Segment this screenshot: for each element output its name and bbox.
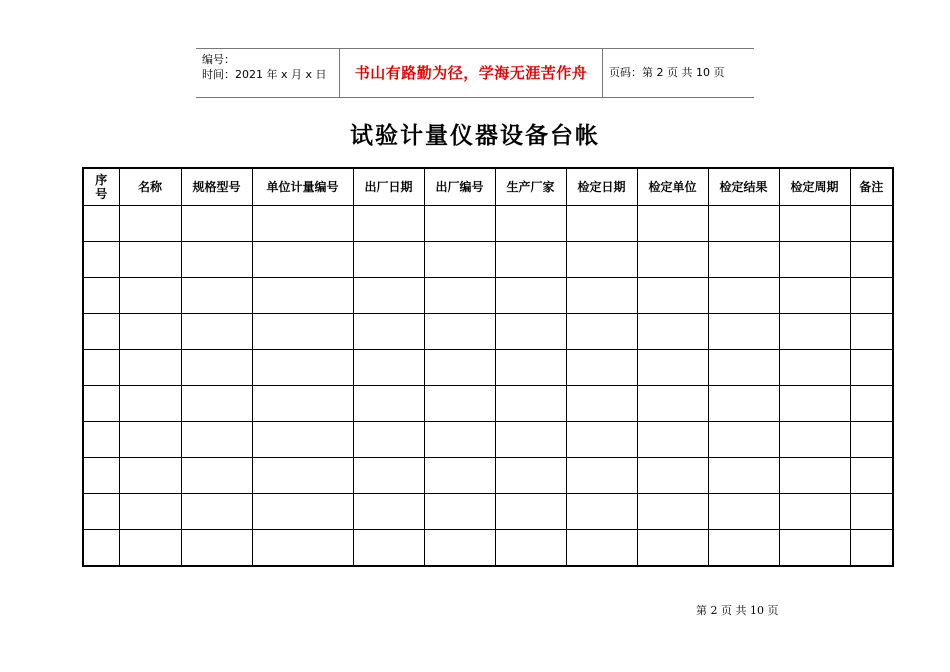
table-cell[interactable] [850, 422, 893, 458]
table-cell[interactable] [252, 386, 353, 422]
table-cell[interactable] [353, 350, 424, 386]
table-row [83, 422, 893, 458]
table-cell[interactable] [181, 494, 252, 530]
table-row [83, 530, 893, 567]
table-cell[interactable] [424, 278, 495, 314]
table-cell[interactable] [779, 206, 850, 242]
table-cell[interactable] [83, 206, 119, 242]
table-cell[interactable] [119, 206, 181, 242]
table-cell[interactable] [566, 422, 637, 458]
table-cell[interactable] [119, 422, 181, 458]
table-cell[interactable] [424, 206, 495, 242]
table-cell[interactable] [495, 242, 566, 278]
table-cell[interactable] [353, 314, 424, 350]
table-cell[interactable] [252, 206, 353, 242]
table-cell[interactable] [850, 242, 893, 278]
table-row [83, 206, 893, 242]
table-cell[interactable] [83, 458, 119, 494]
document-title: 试验计量仪器设备台帐 [350, 122, 600, 149]
table-row [83, 350, 893, 386]
table-cell[interactable] [181, 278, 252, 314]
table-cell[interactable] [850, 278, 893, 314]
table-cell[interactable] [119, 350, 181, 386]
table-cell[interactable] [83, 242, 119, 278]
table-cell[interactable] [708, 422, 779, 458]
table-cell[interactable] [708, 314, 779, 350]
table-cell[interactable] [779, 494, 850, 530]
table-cell[interactable] [495, 278, 566, 314]
table-cell[interactable] [850, 458, 893, 494]
table-cell[interactable] [83, 422, 119, 458]
table-row [83, 458, 893, 494]
table-cell[interactable] [353, 422, 424, 458]
table-cell[interactable] [353, 278, 424, 314]
table-cell[interactable] [637, 206, 708, 242]
table-cell[interactable] [119, 386, 181, 422]
document-number-label: 编号： [202, 53, 235, 66]
table-cell[interactable] [779, 530, 850, 567]
footer-page-number: 第 2 页 共 10 页 [696, 604, 779, 617]
table-cell[interactable] [495, 314, 566, 350]
table-cell[interactable] [353, 530, 424, 567]
column-header-calibration-unit: 检定单位 [637, 168, 708, 206]
table-cell[interactable] [708, 278, 779, 314]
table-cell[interactable] [850, 494, 893, 530]
table-cell[interactable] [424, 314, 495, 350]
table-cell[interactable] [708, 386, 779, 422]
table-cell[interactable] [566, 350, 637, 386]
header-page-number: 页码：第 2 页 共 10 页 [609, 66, 725, 79]
table-cell[interactable] [83, 350, 119, 386]
table-cell[interactable] [119, 458, 181, 494]
table-cell[interactable] [637, 386, 708, 422]
table-cell[interactable] [708, 530, 779, 567]
table-cell[interactable] [708, 242, 779, 278]
table-cell[interactable] [252, 314, 353, 350]
table-cell[interactable] [708, 350, 779, 386]
table-cell[interactable] [252, 422, 353, 458]
table-cell[interactable] [353, 386, 424, 422]
table-cell[interactable] [424, 422, 495, 458]
table-cell[interactable] [181, 386, 252, 422]
header-motto: 书山有路勤为径，学海无涯苦作舟 [354, 64, 588, 82]
table-cell[interactable] [252, 458, 353, 494]
column-header-remarks: 备注 [850, 168, 893, 206]
table-cell[interactable] [495, 386, 566, 422]
table-cell[interactable] [850, 386, 893, 422]
table-cell[interactable] [566, 386, 637, 422]
table-cell[interactable] [637, 422, 708, 458]
table-cell[interactable] [708, 458, 779, 494]
table-cell[interactable] [495, 350, 566, 386]
table-cell[interactable] [424, 350, 495, 386]
column-header-name: 名称 [119, 168, 181, 206]
table-row [83, 242, 893, 278]
table-cell[interactable] [637, 278, 708, 314]
table-cell[interactable] [424, 458, 495, 494]
table-cell[interactable] [637, 494, 708, 530]
table-cell[interactable] [779, 422, 850, 458]
table-cell[interactable] [850, 206, 893, 242]
table-cell[interactable] [566, 206, 637, 242]
table-cell[interactable] [424, 242, 495, 278]
table-cell[interactable] [424, 386, 495, 422]
table-cell[interactable] [181, 530, 252, 567]
table-cell[interactable] [353, 242, 424, 278]
table-cell[interactable] [637, 314, 708, 350]
table-cell[interactable] [850, 350, 893, 386]
equipment-ledger-table [82, 167, 894, 567]
table-cell[interactable] [779, 242, 850, 278]
table-cell[interactable] [637, 242, 708, 278]
table-cell[interactable] [252, 278, 353, 314]
table-cell[interactable] [566, 278, 637, 314]
table-cell[interactable] [637, 530, 708, 567]
table-cell[interactable] [83, 494, 119, 530]
table-cell[interactable] [424, 530, 495, 567]
table-cell[interactable] [83, 314, 119, 350]
table-cell[interactable] [779, 314, 850, 350]
table-cell[interactable] [119, 242, 181, 278]
table-cell[interactable] [779, 458, 850, 494]
table-row [83, 278, 893, 314]
table-header-row [83, 168, 893, 206]
column-header-model: 规格型号 [181, 168, 252, 206]
header-divider [602, 49, 603, 97]
table-cell[interactable] [83, 530, 119, 567]
document-header [196, 48, 754, 98]
table-body [83, 206, 893, 567]
table-cell[interactable] [181, 458, 252, 494]
table-cell[interactable] [181, 350, 252, 386]
table-cell[interactable] [495, 206, 566, 242]
table-cell[interactable] [83, 278, 119, 314]
column-header-manufacture-date: 出厂日期 [353, 168, 424, 206]
table-cell[interactable] [181, 314, 252, 350]
table-cell[interactable] [353, 494, 424, 530]
table-row [83, 386, 893, 422]
table-cell[interactable] [119, 494, 181, 530]
table-row [83, 314, 893, 350]
table-cell[interactable] [779, 386, 850, 422]
table-cell[interactable] [252, 530, 353, 567]
table-cell[interactable] [779, 278, 850, 314]
table-cell[interactable] [637, 458, 708, 494]
table-cell[interactable] [252, 494, 353, 530]
table-cell[interactable] [252, 242, 353, 278]
table-cell[interactable] [495, 458, 566, 494]
table-cell[interactable] [119, 530, 181, 567]
table-cell[interactable] [495, 494, 566, 530]
table-cell[interactable] [495, 530, 566, 567]
table-cell[interactable] [181, 242, 252, 278]
table-row [83, 494, 893, 530]
column-header-calibration-date: 检定日期 [566, 168, 637, 206]
column-header-manufacturer: 生产厂家 [495, 168, 566, 206]
table-cell[interactable] [708, 494, 779, 530]
document-time-label: 时间：2021 年 x 月 x 日 [202, 68, 327, 81]
table-cell[interactable] [119, 278, 181, 314]
column-header-metering-id: 单位计量编号 [252, 168, 353, 206]
column-header-serial: 序号 [83, 168, 119, 206]
table-cell[interactable] [566, 530, 637, 567]
table-cell[interactable] [779, 350, 850, 386]
table-cell[interactable] [353, 206, 424, 242]
table-cell[interactable] [566, 458, 637, 494]
table-cell[interactable] [708, 206, 779, 242]
column-header-factory-number: 出厂编号 [424, 168, 495, 206]
table-cell[interactable] [353, 458, 424, 494]
table-cell[interactable] [850, 314, 893, 350]
table-cell[interactable] [252, 350, 353, 386]
table-cell[interactable] [566, 242, 637, 278]
table-cell[interactable] [83, 386, 119, 422]
table-cell[interactable] [181, 206, 252, 242]
table-cell[interactable] [181, 422, 252, 458]
column-header-calibration-cycle: 检定周期 [779, 168, 850, 206]
table-cell[interactable] [566, 494, 637, 530]
table-cell[interactable] [119, 314, 181, 350]
header-meta [202, 52, 340, 82]
column-header-calibration-result: 检定结果 [708, 168, 779, 206]
table-cell[interactable] [566, 314, 637, 350]
table-cell[interactable] [424, 494, 495, 530]
table-cell[interactable] [637, 350, 708, 386]
table-cell[interactable] [850, 530, 893, 567]
table-cell[interactable] [495, 422, 566, 458]
